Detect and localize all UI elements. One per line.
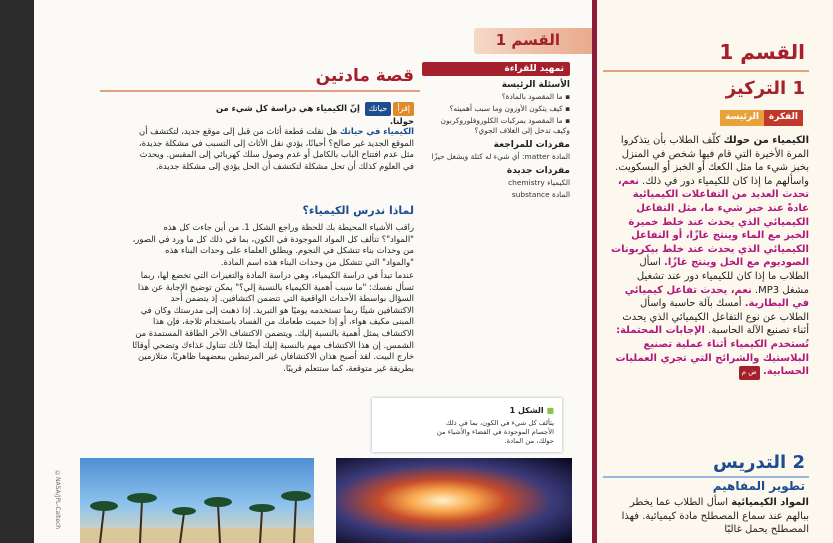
story-title: قصة مادتين <box>315 66 414 86</box>
section-tab <box>474 28 594 54</box>
why-paragraph-1: راقب الأشياء المحيطة بك للحظة وراجع الشكل 1. من أين جاءت كل هذه "المواد"؟ تتألف كل المواد الموجودة في الكون، بما في ذلك كل ما ورد في الصور، من وحدات بناء تتشكل في النجوم. ويطلق العلماء على وحدات البناء هذه "والمواد" التي تتشكل من وحدات البناء هذه اسم المادة. <box>132 222 414 267</box>
new-vocab-title: مفردات جديدة <box>506 166 570 176</box>
intro-question: إنّ الكيمياء هي دراسة كل شيء من حولنا. <box>215 103 414 126</box>
teacher-section-title: القسم 1 <box>719 40 805 64</box>
review-vocab-text: المادة matter: أي شيء له كتلة ويشغل حيزًا <box>431 152 570 161</box>
focus-text-e: أمسك بآلة حاسبة واسأل الطلاب عن نوع التفاعل الكيميائي الذي يحدث أثناء تصنيع الآلة الحاسبة. <box>622 298 809 337</box>
key-questions-list <box>422 92 570 136</box>
focus-text-c: اسأل الطلاب ما إذا كان للكيمياء دور عند تشغيل مشغل MP3. <box>636 257 809 296</box>
main-idea-badge-a: الفكرة <box>764 110 803 126</box>
intro-text: هل نقلت قطعة أثاث من قبل إلى موقع جديد، لتكتشف أن الموقع الجديد غير صالح؟ أحيانًا، يؤدي نقل الأثاث إلى التسبب في مشكلة جديدة، مثل عدم افتتاح الباب بالكامل أو عدم وصول سلك كهربائي إلى المقبس. ويحدث في العلوم كذلك أن تحل مشكلة لتكتشف أن الحل يؤدي إلى مشكلة جديدة. <box>138 126 414 171</box>
sidebar-head: تمهيد للقراءة <box>422 62 570 76</box>
student-page <box>34 0 594 543</box>
palm-trees-icon <box>80 458 314 543</box>
focus-answer-1: نعم، تحدث العديد من التفاعلات الكيميائية عادةً عند خبز شيء ما، مثل التفاعل الكيميائي الذي يحدث عند خلط خميرة الخبز مع الماء وينتج غازًا، أو التفاعل الكيميائي الذي يحدث عند خلط بيكربونات الصوديوم مع الخل وينتج غازًا. <box>611 175 809 269</box>
teach-divider <box>603 476 809 478</box>
vocab-term: المادة substance <box>511 190 570 199</box>
focus-answer-2: نعم، يحدث تفاعل كيميائي في البطارية. <box>624 284 809 310</box>
beach-palms-photo <box>80 458 314 543</box>
teach-subheading: تطوير المفاهيم <box>712 479 805 493</box>
review-vocab-title: مفردات للمراجعة <box>493 140 570 150</box>
why-paragraph-2: عندما تبدأ في دراسة الكيمياء، وهي دراسة المادة والتغيرات التي تخضع لها، ربما تسأل نفسك: "ما سبب أهمية الكيمياء بالنسبة إلي؟" يمكن توضيح الإجابة عن هذا السؤال بواسطة الأحداث الواقعية التي تتضمن اكتشافين. إذ يتضمن أحد الاكتشافين شيئًا ربما تستخدمه يوميًا هو التبريد. إذا ذهبت إلى مدرستك وكان في المبنى مكيف هواء، أو إذا حميت طعامك من الفساد باستخدام ثلاجة، فإن هذا الاكتشاف يمثل أهمية بالنسبة إليك. ويتضمن الاكتشاف الآخر الطاقة المستمدة من الشمس. إن هذا الاكتشاف مهم بالنسبة إليك أيضًا لأنك تتناول غذاءك وتضحي أوقاتًا خارج البيت. لقد أصبح هذان الاكتشافان غير المرتبطين ببعضهما ظاهريًا، متلازمين بطريقة غير متوقعة، كما ستتعلم قريبًا. <box>132 270 414 373</box>
new-vocab-list <box>422 178 570 200</box>
teach-lead: المواد الكيميائية <box>731 497 809 508</box>
key-question: ▪ ما المقصود بمركبات الكلوروفلوروكربون وكيف تدخل إلى الغلاف الجوي؟ <box>440 116 570 135</box>
focus-text <box>609 134 809 380</box>
main-idea-badge <box>720 110 803 126</box>
vocab-term: الكيمياء chemistry <box>508 178 570 187</box>
focus-text-a: كلّف الطلاب بأن يتذكروا المرة الأخيرة التي قام فيها شخص في المنزل بخبز شيء ما مثل الكعك أو الخبز أو البسكويت. واسألهم ما إذا كان للكيمياء دور في ذلك. <box>615 135 809 187</box>
focus-heading: 1 التركيز <box>725 78 805 99</box>
intro-paragraph <box>132 126 414 172</box>
title-divider <box>100 90 420 92</box>
teach-heading: 2 التدريس <box>712 452 805 473</box>
intro-question-row <box>214 102 414 127</box>
why-heading: لماذا ندرس الكيمياء؟ <box>302 204 414 217</box>
photo-credit: ©NASA/JPL-Caltech <box>54 470 61 530</box>
real-tag: حياتك <box>365 102 392 116</box>
teacher-divider <box>603 70 809 72</box>
key-question: ▪ كيف يتكون الأوزون وما سبب أهميته؟ <box>449 104 570 113</box>
focus-answer-3: الإجابات المحتملة: تُستخدم الكيمياء أثناء عملية تصنيع البلاستيك والشرائح التي تجري العمليات الحسابية. <box>615 325 809 378</box>
figure-caption: يتألف كل شيء في الكون، بما في ذلك الأجسام الموجودة في الفضاء والأشياء من حولك، من المادة. <box>436 419 554 445</box>
nebula-photo <box>336 458 572 543</box>
figure-label <box>510 406 554 415</box>
key-questions-title: الأسئلة الرئيسة <box>501 80 570 90</box>
reading-sidebar <box>422 62 570 202</box>
figure-caption-box <box>372 398 562 452</box>
level-badge: ض م <box>739 366 760 380</box>
figure-label-text: الشكل 1 <box>509 406 544 415</box>
figure-square-icon: ■ <box>543 406 554 415</box>
teacher-page <box>597 0 833 543</box>
read-tag: إقرأ <box>393 102 414 116</box>
section-tab-label: القسم 1 <box>495 31 560 49</box>
teach-body: اسأل الطلاب عما يخطر ببالهم عند سماع المصطلح مادة كيميائية. فهذا المصطلح يحمل غالبًا <box>621 497 809 536</box>
focus-lead: الكيمياء من حولك <box>723 135 809 146</box>
main-idea-badge-b: الرئيسة <box>720 110 764 126</box>
intro-lead: الكيمياء في حياتك <box>339 126 414 136</box>
key-question: ▪ ما المقصود بالمادة؟ <box>501 92 570 101</box>
teach-text <box>609 496 809 537</box>
